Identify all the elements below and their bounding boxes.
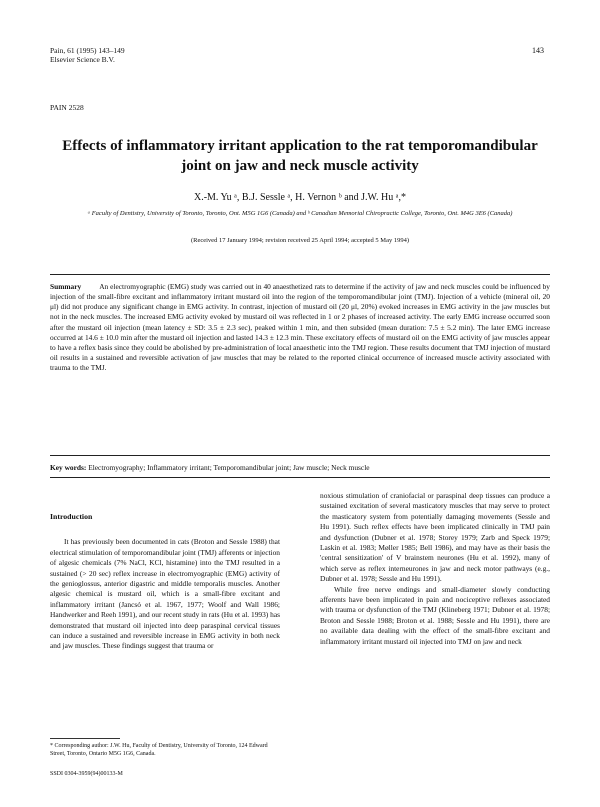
- journal-citation: [50, 46, 125, 64]
- article-title: Effects of inflammatory irritant application to the rat temporomandibular joint on jaw and neck muscle activity: [62, 138, 538, 174]
- intro-heading: Introduction: [50, 512, 93, 521]
- keywords-text: Electromyography; Inflammatory irritant; Temporomandibular joint; Jaw muscle; Neck muscle: [88, 463, 370, 472]
- author-list: X.-M. Yu ᵃ, B.J. Sessle ᵃ, H. Vernon ᵇ and J.W. Hu ᵃ,*: [193, 192, 407, 203]
- intro-paragraph-2: noxious stimulation of craniofacial or paraspinal deep tissues can produce a sustained excitation of several masticatory muscles that may serve to protect the masticatory system from potentially damaging movements (Sessle and Hu 1991). Such reflex effects have been implicated clinically in TMJ pain and dysfunction (Dubner et al. 1978; Storey 1979; Zarb and Speck 1979; Laskin et al. 1983; Møller 1985; Bell 1986), and may have as their basis the 'central sensitization' of V brainstem neurones (Hu et al. 1992), many of which serve as reflex interneurones in jaw and neck motor pathways (e.g., Dubner et al. 1978; Sessle and Hu 1991).: [320, 491, 550, 584]
- summary-top-rule: [50, 274, 550, 275]
- affiliations: ᵃ Faculty of Dentistry, University of Toronto, Toronto, Ont. M5G 1G6 (Canada) and ᵇ Canadian Memorial Chiropractic College, Toronto, Ont. M4G 3E6 (Canada): [87, 210, 513, 217]
- left-column: [50, 512, 280, 652]
- summary-text: An electromyographic (EMG) study was carried out in 40 anaesthetized rats to determine if the activity of jaw and neck muscles could be influenced by injection of the small-fibre excitant and inflammatory irritant mustard oil into the region of the temporomandibular joint (TMJ). Injection of a vehicle (mineral oil, 20 μl) did not produce any significant change in EMG activity. In contrast, injection of mustard oil (20 μl, 20%) evoked increases in EMG activity in the jaw muscles but not in the neck muscles. The increased EMG activity evoked by mustard oil was reflected in 1 or 2 phases of increased activity. The early EMG increase occurred soon after the mustard oil injection (mean latency ± SD: 3.5 ± 2.3 sec), peaked within 1 min, and then subsided (mean duration: 7.5 ± 5.2 min). The later EMG increase occurred at 14.6 ± 10.0 min after the mustard oil injection and lasted 14.3 ± 12.3 min. These excitatory effects of mustard oil on the EMG activity of jaw muscles appear to have a reflex basis since they could be abolished by pre-administration of local anaesthetic into the TMJ region. These results document that TMJ injection of mustard oil results in a sustained and reversible activation of jaw muscles that may be related to the reported clinical occurrence of increased muscle activity associated with trauma to the TMJ.: [50, 282, 550, 373]
- journal-line-1: Pain, 61 (1995) 143–149: [50, 46, 125, 55]
- intro-paragraph-3: While free nerve endings and small-diameter slowly conducting afferents have been implicated in pain and nociceptive reflexes associated with trauma or dysfunction of the TMJ (Klineberg 1971; Dubner et al. 1978; Broton and Sessle 1988; Broton et al. 1988; Sessle and Hu 1991), there are no available data dealing with the effect of the small-fibre excitant and inflammatory irritant mustard oil injected into TMJ on jaw and neck: [320, 584, 550, 646]
- keywords: [50, 463, 550, 472]
- keywords-bottom-rule: [50, 477, 550, 478]
- document-id: PAIN 2528: [50, 103, 84, 112]
- summary-label: Summary: [50, 282, 82, 291]
- right-column: [320, 491, 550, 647]
- journal-line-2: Elsevier Science B.V.: [50, 55, 115, 64]
- keywords-label: Key words:: [50, 463, 87, 472]
- footnote-rule: [50, 738, 120, 739]
- received-dates: (Received 17 January 1994; revision received 25 April 1994; accepted 5 May 1994): [190, 237, 410, 244]
- summary-bottom-rule: [50, 455, 550, 456]
- corresponding-author-footnote: * Corresponding author: J.W. Hu, Faculty of Dentistry, University of Toronto, 124 Edward Street, Toronto, Ontario M5G 1G6, Canada.: [50, 743, 268, 757]
- page-number: 143: [532, 46, 544, 55]
- intro-paragraph-1: It has previously been documented in cats (Broton and Sessle 1988) that electrical stimulation of temporomandibular joint (TMJ) afferents or injection of algesic chemicals (7% NaCl, KCl, histamine) into the TMJ resulted in a sustained (> 20 sec) reflex increase in electromyographic (EMG) activity of the genioglossus, anterior digastric and middle temporalis muscles. Another algesic chemical is mustard oil, which is a small-fibre excitant and inflammatory irritant (Jancsó et al. 1967, 1977; Woolf and Wall 1986; Handwerker and Reeh 1991), and our recent study in rats (Hu et al. 1993) has demonstrated that mustard oil injected into deep paraspinal cervical tissues can induce a sustained and reversible increase in EMG activity in both neck and jaw muscles. These findings suggest that trauma or: [50, 537, 280, 651]
- summary-block: [50, 282, 550, 373]
- ssdi-code: SSDI 0304-3959(94)00133-M: [50, 771, 123, 777]
